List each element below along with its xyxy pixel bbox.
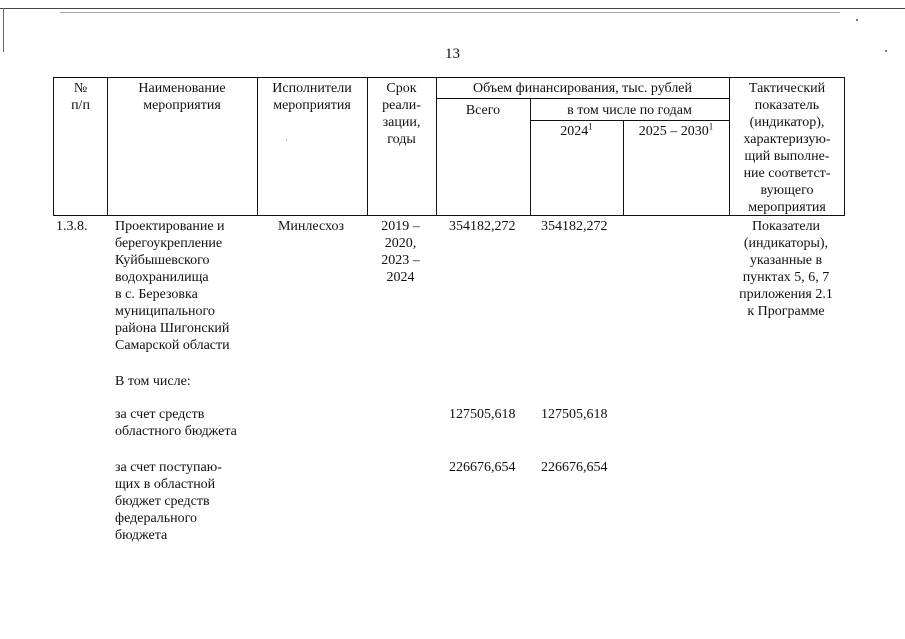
- row-indicator: Показатели (индикаторы), указанные в пунктах 5, 6, 7 приложения 2.1 к Программе: [739, 219, 833, 319]
- sub1-total: 127505,618: [449, 407, 516, 422]
- header-by-years: в том числе по годам: [567, 103, 692, 118]
- including-label: В том числе:: [115, 374, 191, 389]
- header-term: Срок реали- зации, годы: [382, 81, 421, 147]
- header-num: № п/п: [71, 81, 90, 113]
- row-divider: [530, 120, 729, 121]
- header-financing: Объем финансирования, тыс. рублей: [472, 81, 693, 96]
- sub-row-federal-budget: за счет поступаю- щих в областной бюджет средств федерального бюджета: [115, 460, 222, 543]
- row-year-2024: 354182,272: [541, 219, 608, 234]
- page-number: 13: [445, 46, 460, 62]
- header-executors: Исполнители мероприятия: [272, 81, 352, 113]
- sub2-total: 226676,654: [449, 460, 516, 475]
- table-header: [53, 77, 845, 216]
- sub1-year-2024: 127505,618: [541, 407, 608, 422]
- scan-edge-line: [0, 8, 905, 9]
- row-executor: Минлесхоз: [277, 219, 344, 234]
- header-year-2024: 2024$^1$: [560, 121, 593, 139]
- header-total: Всего: [465, 103, 501, 118]
- row-term: 2019 – 2020, 2023 – 2024: [381, 219, 420, 285]
- header-indicator: Тактический показатель (индикатор), характеризую- щий выполне- ние соответст- вующего мероприятия: [743, 81, 831, 215]
- row-number: 1.3.8.: [56, 219, 88, 234]
- sub-row-regional-budget: за счет средств областного бюджета: [115, 407, 237, 439]
- row-name: Проектирование и берегоукрепление Куйбышевского водохранилища в с. Березовка муниципального района Шигонский Самарской области: [115, 219, 230, 353]
- header-year-2025-2030: 2025 – 2030$^1$: [638, 121, 714, 139]
- scan-edge-line-faint: [60, 12, 840, 13]
- sub2-year-2024: 226676,654: [541, 460, 608, 475]
- scan-speck: [856, 19, 858, 21]
- row-divider: [436, 98, 729, 99]
- header-name: Наименование мероприятия: [138, 81, 226, 113]
- row-total: 354182,272: [449, 219, 516, 234]
